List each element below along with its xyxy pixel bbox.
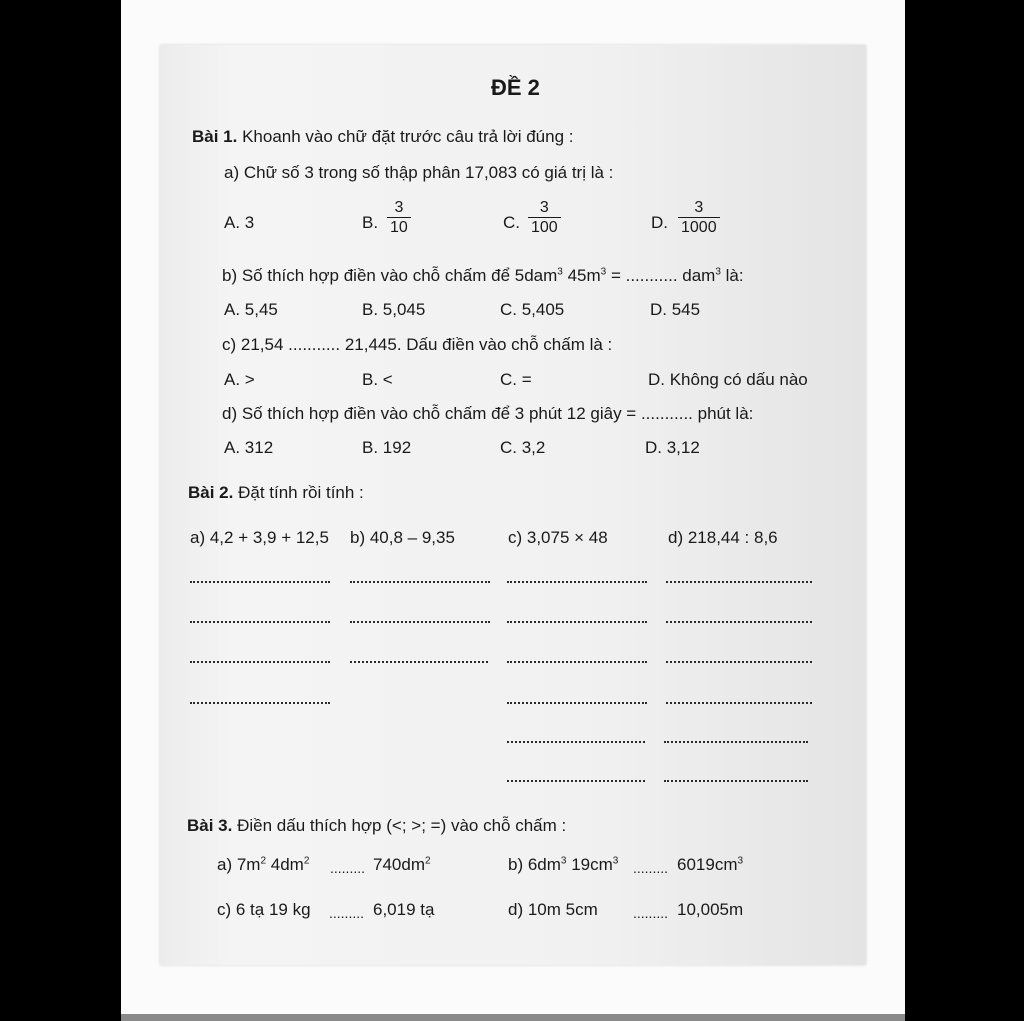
bai3-a-text-1: a) 7m — [217, 855, 261, 874]
superscript: 3 — [600, 266, 607, 278]
superscript: 3 — [557, 266, 563, 278]
bai1-b-text-1: b) Số thích hợp điền vào chỗ chấm để 5dam — [222, 266, 558, 285]
bai1-a-option-b-label: B. — [362, 213, 379, 232]
bai3-c-left: c) 6 tạ 19 kg — [217, 900, 311, 919]
answer-line[interactable] — [507, 661, 647, 663]
answer-line[interactable] — [350, 661, 488, 663]
fraction-denominator: 1000 — [678, 217, 720, 237]
fraction-denominator: 100 — [528, 217, 561, 237]
bai3-d-blank[interactable]: ......... — [633, 905, 669, 921]
answer-line[interactable] — [507, 581, 647, 583]
bai1-b-text-4: là: — [720, 266, 744, 285]
bai1-c-option-a: A. > — [224, 370, 255, 389]
bai3-b-text-3: 6019cm — [677, 855, 738, 874]
bai1-a-question: a) Chữ số 3 trong số thập phân 17,083 có giá trị là : — [224, 163, 614, 182]
answer-line[interactable] — [507, 702, 647, 704]
fraction-numerator: 3 — [394, 199, 404, 216]
answer-line[interactable] — [507, 741, 645, 743]
bai3-label: Bài 3. — [187, 816, 233, 835]
answer-line[interactable] — [190, 581, 330, 583]
bai3-b-text-2: 19cm — [566, 855, 613, 874]
bai1-a-option-b-fraction — [387, 199, 411, 237]
bai3-b-left — [508, 855, 618, 875]
bai2-a: a) 4,2 + 3,9 + 12,5 — [190, 528, 329, 547]
answer-line[interactable] — [507, 621, 647, 623]
bai3-b-right — [677, 855, 743, 875]
bai1-c-question: c) 21,54 ........... 21,445. Dấu điền vào chỗ chấm là : — [222, 335, 613, 354]
bai2-d: d) 218,44 : 8,6 — [668, 528, 778, 547]
answer-line[interactable] — [190, 702, 330, 704]
bai3-d-right: 10,005m — [677, 900, 744, 919]
bai1-instruction: Khoanh vào chữ đặt trước câu trả lời đúng : — [242, 127, 574, 146]
bai1-d-question: d) Số thích hợp điền vào chỗ chấm để 3 phút 12 giây = ........... phút là: — [222, 404, 754, 423]
superscript: 3 — [715, 266, 721, 278]
bai1-c-option-c: C. = — [500, 370, 532, 389]
bai1-b-option-a: A. 5,45 — [224, 300, 278, 319]
bai2-b: b) 40,8 – 9,35 — [350, 528, 455, 547]
superscript: 2 — [424, 855, 431, 867]
bai1-b-option-b: B. 5,045 — [362, 300, 426, 319]
bai1-c-option-d: D. Không có dấu nào — [648, 370, 808, 389]
bai2-heading — [188, 483, 364, 503]
bai1-b-option-d: D. 545 — [650, 300, 701, 319]
bai1-a-option-a: A. 3 — [224, 213, 255, 232]
bai3-c-right: 6,019 tạ — [373, 900, 435, 919]
bai3-b-blank[interactable]: ......... — [633, 860, 669, 876]
answer-line[interactable] — [666, 621, 812, 623]
bai3-instruction: Điền dấu thích hợp (<; >; =) vào chỗ chấm : — [237, 816, 567, 835]
bai1-b-question — [222, 266, 744, 286]
bai1-a-option-d-fraction — [678, 199, 720, 237]
answer-line[interactable] — [666, 702, 812, 704]
bai1-label: Bài 1. — [192, 127, 238, 146]
bai3-d-left: d) 10m 5cm — [508, 900, 598, 919]
bai1-b-text-3: = ........... dam — [606, 266, 716, 285]
bai1-b-option-c: C. 5,405 — [500, 300, 565, 319]
bai1-a-option-c-fraction — [528, 199, 561, 237]
superscript: 3 — [612, 855, 619, 867]
bai1-a-option-c-label: C. — [503, 213, 520, 232]
bai1-d-option-c: C. 3,2 — [500, 438, 546, 457]
bai1-c-option-b: B. < — [362, 370, 393, 389]
answer-line[interactable] — [507, 780, 645, 782]
answer-line[interactable] — [664, 780, 808, 782]
bai1-d-option-d: D. 3,12 — [645, 438, 700, 457]
bai3-heading — [187, 816, 566, 836]
superscript: 3 — [560, 855, 567, 867]
superscript: 2 — [260, 855, 267, 867]
bai3-c-blank[interactable]: ......... — [329, 905, 365, 921]
superscript: 3 — [737, 855, 744, 867]
bai3-b-text-1: b) 6dm — [508, 855, 561, 874]
answer-line[interactable] — [190, 661, 330, 663]
bai2-instruction: Đặt tính rồi tính : — [238, 483, 364, 502]
bai1-d-option-a: A. 312 — [224, 438, 274, 457]
bai2-c: c) 3,075 × 48 — [508, 528, 608, 547]
bai3-a-text-2: 4dm — [266, 855, 304, 874]
superscript: 2 — [303, 855, 310, 867]
fraction-denominator: 10 — [387, 217, 411, 237]
bai3-a-blank[interactable]: ......... — [330, 860, 366, 876]
bai2-label: Bài 2. — [188, 483, 234, 502]
bai1-heading — [192, 127, 574, 147]
bai1-a-option-d-label: D. — [651, 213, 668, 232]
bai3-a-left — [217, 855, 309, 875]
bai3-a-text-3: 740dm — [373, 855, 425, 874]
fraction-numerator: 3 — [694, 199, 704, 216]
bai1-d-option-b: B. 192 — [362, 438, 412, 457]
answer-line[interactable] — [666, 581, 812, 583]
bai1-b-text-2: 45m — [562, 266, 601, 285]
answer-line[interactable] — [664, 741, 808, 743]
answer-line[interactable] — [190, 621, 330, 623]
answer-line[interactable] — [666, 661, 812, 663]
fraction-numerator: 3 — [539, 199, 549, 216]
answer-line[interactable] — [350, 581, 490, 583]
answer-line[interactable] — [350, 621, 490, 623]
exam-title: ĐỀ 2 — [491, 75, 540, 100]
bai3-a-right — [373, 855, 431, 875]
bottom-strip — [121, 1014, 905, 1021]
